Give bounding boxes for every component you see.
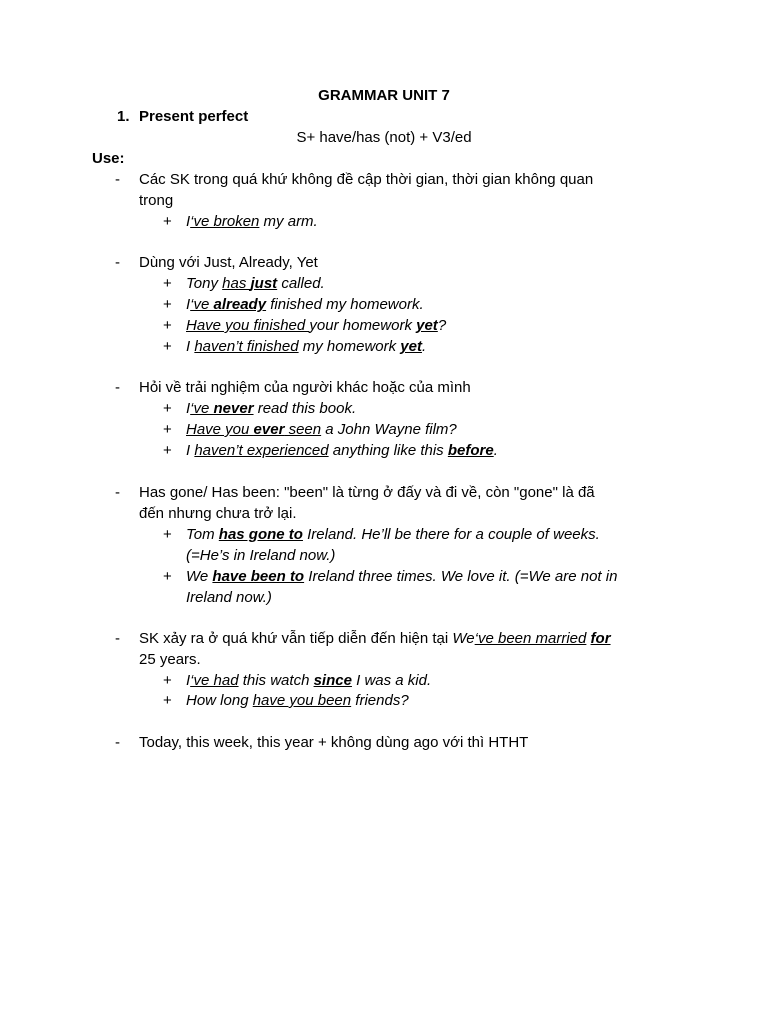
example-segment: ‘ve had bbox=[190, 672, 239, 689]
usage-text: Today, this week, this year + không dùng ago với thì HTHT bbox=[139, 734, 529, 751]
example-segment: my arm. bbox=[259, 213, 318, 230]
dash-bullet: - bbox=[115, 379, 120, 396]
example-segment: I bbox=[186, 442, 195, 459]
example-sentence bbox=[186, 691, 409, 712]
example-segment: yet bbox=[400, 338, 422, 355]
dash-bullet: - bbox=[115, 734, 120, 751]
dash-bullet: - bbox=[115, 171, 120, 188]
example-segment: called. bbox=[277, 275, 325, 292]
example-segment: haven’t finished bbox=[194, 338, 299, 355]
usage-text: đến nhưng chưa trở lại. bbox=[139, 505, 297, 522]
example-segment: have been to bbox=[212, 568, 305, 585]
example-segment: I bbox=[186, 672, 191, 689]
example-segment: Tom bbox=[186, 526, 219, 543]
example-segment: before bbox=[447, 442, 494, 459]
example-segment: Tony bbox=[186, 275, 223, 292]
example-segment: We bbox=[452, 630, 475, 647]
plus-bullet: + bbox=[163, 526, 172, 543]
example-sentence bbox=[186, 567, 617, 588]
example-segment: just bbox=[250, 275, 278, 292]
example-segment: Ireland. He’ll be there for a couple of weeks. bbox=[302, 526, 600, 543]
example-segment: finished my homework. bbox=[266, 296, 424, 313]
example-sentence bbox=[186, 399, 356, 420]
example-sentence bbox=[186, 671, 431, 692]
example-segment: How long bbox=[186, 692, 253, 709]
example-sentence bbox=[186, 588, 272, 609]
example-sentence bbox=[186, 212, 318, 233]
example-segment: a John Wayne film? bbox=[321, 421, 457, 438]
example-sentence bbox=[186, 420, 457, 441]
example-sentence bbox=[186, 274, 325, 295]
use-label: Use: bbox=[92, 150, 125, 167]
dash-bullet: - bbox=[115, 484, 120, 501]
example-segment: seen bbox=[284, 421, 322, 438]
plus-bullet: + bbox=[163, 338, 172, 355]
dash-bullet: - bbox=[115, 254, 120, 271]
plus-bullet: + bbox=[163, 672, 172, 689]
example-segment: for bbox=[590, 630, 611, 647]
usage-text: SK xảy ra ở quá khứ vẫn tiếp diễn đến hiện tại We‘ve been married for bbox=[139, 630, 611, 647]
example-segment: Have you bbox=[186, 421, 254, 438]
usage-text: Các SK trong quá khứ không đề cập thời gian, thời gian không quan bbox=[139, 171, 594, 188]
usage-text: 25 years. bbox=[139, 651, 201, 668]
plus-bullet: + bbox=[163, 421, 172, 438]
example-segment: already bbox=[213, 296, 267, 313]
usage-text: Has gone/ Has been: "been" là từng ở đấy và đi về, còn "gone" là đã bbox=[139, 484, 595, 501]
section-label: Present perfect bbox=[139, 108, 249, 125]
example-sentence bbox=[186, 525, 600, 546]
usage-text: Hỏi về trải nghiệm của người khác hoặc của mình bbox=[139, 379, 471, 396]
example-segment: friends? bbox=[351, 692, 409, 709]
example-sentence bbox=[186, 441, 498, 462]
example-segment: anything like this bbox=[328, 442, 448, 459]
example-sentence bbox=[186, 337, 426, 358]
usage-text: trong bbox=[139, 192, 174, 209]
example-segment: ? bbox=[437, 317, 447, 334]
example-segment: my homework bbox=[298, 338, 401, 355]
example-segment: has bbox=[222, 275, 251, 292]
example-segment: yet bbox=[416, 317, 438, 334]
example-sentence bbox=[186, 316, 446, 337]
plus-bullet: + bbox=[163, 442, 172, 459]
example-segment: this watch bbox=[238, 672, 314, 689]
page-title: GRAMMAR UNIT 7 bbox=[318, 87, 450, 104]
example-segment: (=He’s in Ireland now.) bbox=[186, 547, 336, 564]
plus-bullet: + bbox=[163, 296, 172, 313]
example-sentence bbox=[186, 546, 335, 567]
example-segment: Ireland now.) bbox=[186, 589, 272, 606]
usage-text: Dùng với Just, Already, Yet bbox=[139, 254, 318, 271]
example-segment: never bbox=[213, 400, 254, 417]
plus-bullet: + bbox=[163, 568, 172, 585]
example-segment: I bbox=[186, 400, 191, 417]
example-segment: ‘ve been married bbox=[474, 630, 587, 647]
example-segment: ‘ve broken bbox=[190, 213, 260, 230]
dash-bullet: - bbox=[115, 630, 120, 647]
example-segment: since bbox=[313, 672, 352, 689]
example-segment: We bbox=[186, 568, 213, 585]
example-segment: ever bbox=[253, 421, 285, 438]
example-segment: ‘ve bbox=[190, 296, 214, 313]
plus-bullet: + bbox=[163, 213, 172, 230]
example-segment: I was a kid. bbox=[351, 672, 432, 689]
example-segment: Have you finished bbox=[186, 317, 310, 334]
example-segment: I bbox=[186, 296, 191, 313]
plus-bullet: + bbox=[163, 400, 172, 417]
plus-bullet: + bbox=[163, 317, 172, 334]
plus-bullet: + bbox=[163, 692, 172, 709]
example-segment: . bbox=[421, 338, 427, 355]
section-number: 1. bbox=[117, 108, 130, 125]
example-segment: have you been bbox=[252, 692, 352, 709]
formula: S+ have/has (not) + V3/ed bbox=[296, 129, 472, 146]
example-segment: I bbox=[186, 213, 191, 230]
plus-bullet: + bbox=[163, 275, 172, 292]
section-heading bbox=[117, 107, 249, 128]
example-segment: ‘ve bbox=[190, 400, 214, 417]
example-segment: . bbox=[493, 442, 498, 459]
example-segment: has gone to bbox=[218, 526, 303, 543]
example-segment: I bbox=[186, 338, 195, 355]
example-segment: Ireland three times. We love it. (=We are not in bbox=[304, 568, 618, 585]
example-segment: haven’t experienced bbox=[194, 442, 329, 459]
example-segment: read this book. bbox=[253, 400, 357, 417]
example-segment: your homework bbox=[309, 317, 417, 334]
example-sentence bbox=[186, 295, 424, 316]
